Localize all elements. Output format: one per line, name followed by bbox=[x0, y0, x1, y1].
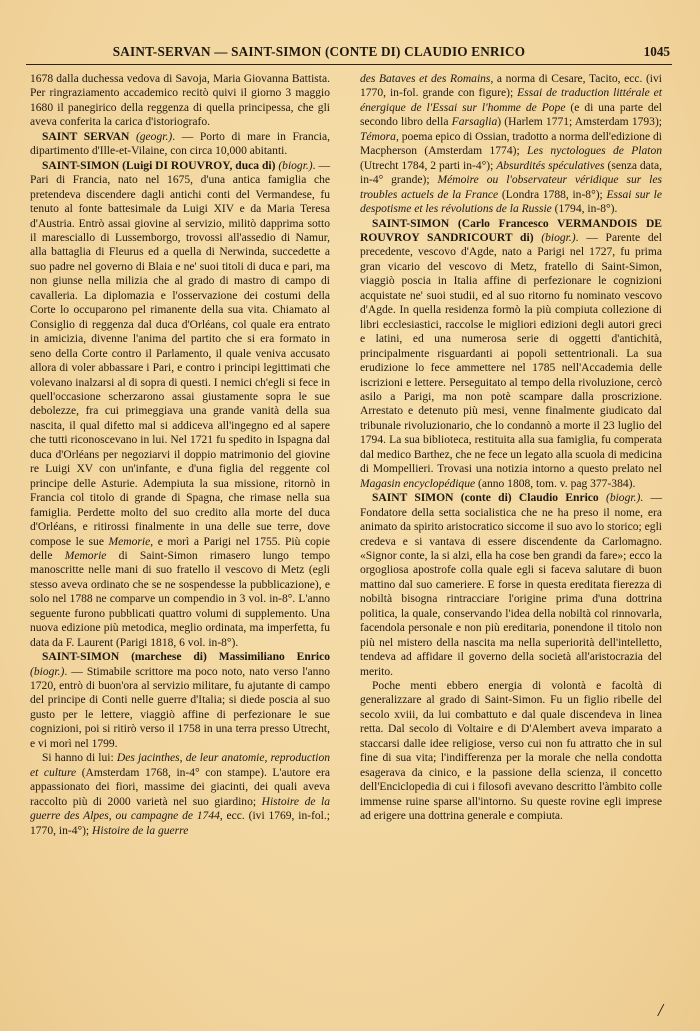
dictionary-entry bbox=[30, 130, 330, 159]
running-title: SAINT-SERVAN — SAINT-SIMON (CONTE DI) CLAUDIO ENRICO bbox=[112, 44, 526, 59]
italic-text: Histoire de la guerre bbox=[92, 824, 189, 837]
dictionary-entry bbox=[360, 491, 662, 679]
entry-headword: SAINT-SIMON (marchese di) Massimiliano Enrico bbox=[42, 651, 330, 664]
entry-headword: SAINT SERVAN bbox=[42, 130, 136, 143]
body-text: (1794, in-8°). bbox=[551, 203, 618, 216]
body-text: (senza data, in-4° grande); bbox=[360, 159, 662, 187]
body-text: 1678 dalla duchessa vedova di Savoja, Maria Giovanna Battista. Per ringraziamento accademico recitò quivi il giorno 3 maggio 1680 il panegirico della reggenza di quella principessa, che gli aveva conferita la carica d'istoriografo. bbox=[30, 73, 330, 129]
italic-text: Essai de traduction littérale et énergique de l'Essai sur l'homme de Pope bbox=[360, 87, 663, 114]
body-text: . — Stimabile scrittore ma poco noto, nato verso l'anno 1720, entrò di buon'ora al servizio militare, fu ajutante di campo del principe di Conti nelle guerre d'Italia; si diede poscia al suo gusto per le lettere, viaggiò affine di perfezionare le sue cognizioni, poi si ritirò verso il 1758 in una terra presso Utrecht, e vi morì nel 1799. bbox=[30, 665, 330, 750]
body-text: (Londra 1788, in-8°); bbox=[498, 188, 607, 201]
paragraph bbox=[360, 72, 662, 217]
running-header bbox=[26, 42, 672, 65]
italic-text: Mémoire ou l'observateur véridique sur les troubles actuels de la France bbox=[360, 174, 662, 201]
page-number: 1045 bbox=[643, 44, 670, 59]
paragraph bbox=[30, 751, 330, 838]
dictionary-entry bbox=[30, 650, 330, 751]
entry-headword: SAINT-SIMON (Luigi DI ROUVROY, duca di) bbox=[42, 159, 279, 172]
italic-text: Farsaglia bbox=[451, 116, 498, 129]
right-column bbox=[360, 72, 662, 824]
body-text: . — Parente del precedente, vescovo d'Agde, nato a Parigi nel 1727, fu prima gran vicario del vescovo di Metz, fratello di Saint-Simon, viaggiò poscia in Italia affine di perfezionare le cognizioni acquistate ne' suoi studii, ed al suo ritorno fu nominato vescovo d'Agde. In quella residenza formò la più compiuta collezione di libri ecclesiastici, raccolse le migliori edizioni degli autori greci e latini, ed una numerosa serie di oggetti d'antichità, principalmente risguardanti ai popoli settentrionali. La sua erudizione lo fece ammettere nel 1785 nell'Accademia delle iscrizioni e lettere. Perseguitato al tempo della rivoluzione, cercò asilo a Parigi, ma non potè scampare dalla proscrizione. Arrestato e detenuto più mesi, venne finalmente giudicato dal tribunale rivoluzionario, che lo condannò a morte il 23 luglio del 1794. La sua biblioteca, restituita alla sua famiglia, fu comperata dal medico Barthez, che ne fece un legato alla scuola di medicina di Mompellieri. Trovasi una notizia intorno a questo prelato nel bbox=[360, 231, 663, 476]
italic-text: Témora bbox=[360, 130, 396, 143]
dictionary-entry bbox=[360, 217, 662, 492]
body-text: . — Fondatore della setta socialistica che ne ha preso il nome, era animato da spirito aristocratico siccome il suo avo lo storico; egli credeva e si vantava di essere discendente da Carlomagno. «Signor conte, la si alzi, ella ha cose ben grandi da fare»; ecco la orgogliosa apostrofe colla quale egli si faceva salutare di buon mattino dal suo cameriere. E forse in questa ereditata fierezza di nobiltà bisogna rintracciare l'origine prima d'una dottrina politica, la quale, conservando l'idea della nobiltà col rinnovarla, facendola personale e non più ereditaria, ponendone il titolo non più nel mistero della nascita ma nella superiorità dell'intelletto, tendeva ad affidare il governo della società all'aristocrazia del merito. bbox=[360, 492, 663, 678]
italic-text: Les nyctologues de Platon bbox=[527, 145, 662, 158]
body-text: , e morì a Parigi nel 1755. Più copie delle bbox=[30, 535, 330, 562]
italic-text: Histoire de la guerre des Alpes, ou campagne de 1744 bbox=[30, 795, 330, 823]
body-text: . — Porto di mare in Francia, dipartimento d'Ille-et-Vilaine, con circa 10,000 abitanti. bbox=[30, 130, 330, 158]
left-column bbox=[30, 72, 330, 838]
italic-text: (biogr.) bbox=[541, 231, 576, 244]
body-text: , poema epico di Ossian, tradotto a norma dell'edizione di Macpherson (Amsterdam 1774); bbox=[360, 130, 662, 158]
body-text: , ecc. (ivi 1769, in-fol.; 1770, in-4°); bbox=[30, 810, 330, 837]
body-text: (anno 1808, tom. v. pag 377-384). bbox=[475, 477, 636, 490]
italic-text: Absurdités spéculatives bbox=[496, 159, 605, 172]
italic-text: Memorie bbox=[108, 535, 151, 548]
italic-text: des Bataves et des Romains bbox=[360, 73, 491, 85]
italic-text: Essai sur le despotisme et les révolutions de la Russie bbox=[360, 188, 662, 216]
italic-text: (geogr.) bbox=[135, 130, 173, 143]
dictionary-entry bbox=[30, 159, 330, 650]
body-text: ) (Harlem 1771; Amsterdam 1793); bbox=[497, 116, 663, 129]
italic-text: (biogr.) bbox=[605, 492, 641, 505]
paragraph bbox=[360, 679, 662, 824]
paragraph bbox=[30, 72, 330, 130]
italic-text: Des jacinthes, de leur anatomie, reproduction et culture bbox=[30, 752, 331, 779]
body-text: (Utrecht 1784, 2 parti in-4°); bbox=[360, 159, 497, 172]
body-text: Poche menti ebbero energia di volontà e facoltà di generalizzare al grado di Saint-Simon. Fu un figlio ribelle del secolo xviii, da lui combattuto e dal quale discendeva in linea retta. Dal secolo di Voltaire e di D'Alembert aveva imparato a staccarsi dalle idee religiose, verso cui non fu attratto che in sul fine di sua vita; l'indifferenza per la morale che nella condotta esagerava da cinico, e la passione della scienza, il concetto dell'Enciclopedia di cui i filosofi avevano descritto l'àmbito colle immense ruine sparse all'intorno. Su queste rovine egli imprese ad erigere una dottrina generale e compiuta. bbox=[360, 680, 662, 823]
italic-text: (biogr.) bbox=[278, 159, 313, 172]
entry-headword: SAINT SIMON (conte di) Claudio Enrico bbox=[372, 492, 606, 505]
body-text: (e di una parte del secondo libro della bbox=[360, 101, 662, 129]
italic-text: (biogr.) bbox=[30, 665, 65, 678]
body-text: . — Pari di Francia, nato nel 1675, d'una antica famiglia che pretendeva discendere dagli antichi conti del Vermandese, fu tenuto al fonte battesimale da Luigi XIV e da Maria Teresa d'Austria. Entrò assai giovine al servizio, militò dapprima sotto il maresciallo di Lussemborgo, trovossi all'assedio di Namur, alla battaglia di Fleurus ed a quella di Nerwinda, succedette a suo padre nel governo di Blaia e ne' suoi titoli di duca e pari, ma non giunse nella milizia che al grado di mastro di campo di cavalleria. La diplomazia e l'osservazione dei costumi della Corte lo occuparono pel rimanente della sua vita. Chiamato al Consiglio di reggenza dal duca d'Orléans, col quale era entrato in amicizia, divenne l'anima del partito che si era formato in seno della Corte contro il Parlamento, il quale veniva accusato allora di voler abbassare i Pari, e contro i principi legittimati che volevano inalzarsi al di sopra di questi. I nemici ch'egli si fece in quell'occasione scherzarono assai giustamente sopra le sue debolezze, fra cui primeggiava una grande vanità della sua nascita, il qual difetto mal si addiceva all'ingegno ed al sapere che tutti riconoscevano in lui. Nel 1721 fu spedito in Ispagna dal duca d'Orléans per negoziarvi il doppio matrimonio del giovine re Luigi XV con un'infante, e d'una figlia del reggente col principe delle Asturie. Adempiuta la sua missione, ritornò in Francia col titolo di grande di Spagna, che rimase nella sua famiglia. Perdette molto del suo credito alla morte del duca d'Orléans, e ritirossi finalmente in una delle sue terre, dove compose le sue bbox=[30, 159, 330, 548]
italic-text: Magasin encyclopédique bbox=[360, 477, 476, 490]
body-text: di Saint-Simon rimasero lungo tempo manoscritte nelle mani di suo fratello il vescovo di Metz (egli stesso aveva ordinato che se ne sospendesse la pubblicazione), e solo nel 1788 ne comparve un compendio in 3 vol. in-8°. L'anno seguente furono pubblicati quattro volumi di supplemento. Una nuova edizione più metodica, meglio ordinata, ma imperfetta, fu data da F. Laurent (Parigi 1818, 6 vol. in-8°). bbox=[30, 549, 331, 649]
body-text: (Amsterdam 1768, in-4° con stampe). L'autore era appassionato dei fiori, massime dei giacinti, dei quali aveva raccolto più di 2000 varietà nel suo giardino; bbox=[30, 766, 330, 808]
entry-headword: SAINT-SIMON (Carlo Francesco VERMANDOIS DE ROUVROY SANDRICOURT di) bbox=[360, 217, 662, 244]
italic-text: Memorie bbox=[64, 549, 107, 562]
margin-mark: / bbox=[658, 1000, 664, 1020]
body-text: , a norma di Cesare, Tacito, ecc. (ivi 1770, in-fol. grande con figure); bbox=[360, 73, 662, 100]
body-text: Si hanno di lui: bbox=[42, 752, 117, 765]
